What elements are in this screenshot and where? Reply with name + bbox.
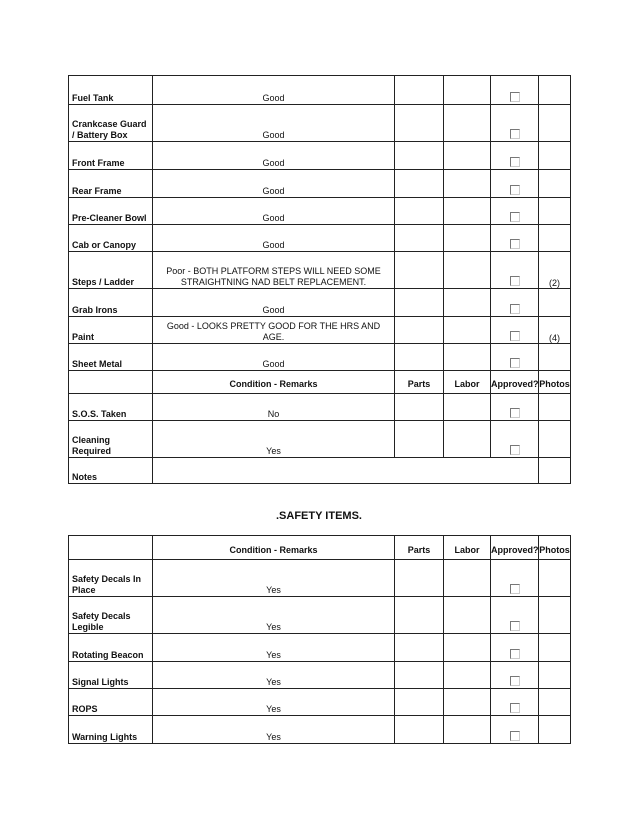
table-row — [69, 317, 571, 344]
item-label: Sheet Metal — [69, 344, 153, 371]
photos-cell — [539, 597, 571, 634]
item-label: ROPS — [69, 689, 153, 716]
table-row — [69, 662, 571, 689]
photos-cell — [539, 289, 571, 317]
condition-remarks: Yes — [153, 716, 395, 744]
photos-cell — [539, 198, 571, 225]
condition-remarks: Yes — [153, 689, 395, 716]
item-label: Pre-Cleaner Bowl — [69, 198, 153, 225]
labor-cell[interactable] — [444, 289, 491, 317]
item-label: Warning Lights — [69, 716, 153, 744]
parts-cell[interactable] — [395, 689, 444, 716]
photos-cell — [539, 634, 571, 662]
condition-remarks: Good — [153, 344, 395, 371]
table-row — [69, 716, 571, 744]
item-label: Signal Lights — [69, 662, 153, 689]
approved-checkbox-cell[interactable] — [491, 225, 539, 252]
photos-cell — [539, 142, 571, 170]
photos-cell — [539, 394, 571, 421]
labor-cell[interactable] — [444, 689, 491, 716]
table-row — [69, 344, 571, 371]
approved-checkbox-cell[interactable] — [491, 716, 539, 744]
parts-cell[interactable] — [395, 597, 444, 634]
approved-checkbox-cell[interactable] — [491, 689, 539, 716]
labor-cell[interactable] — [444, 170, 491, 198]
approved-checkbox-cell[interactable] — [491, 421, 539, 458]
checkbox[interactable] — [510, 157, 520, 167]
parts-cell[interactable] — [395, 394, 444, 421]
labor-cell[interactable] — [444, 252, 491, 289]
checkbox[interactable] — [510, 621, 520, 631]
photos-cell: (2) — [539, 252, 571, 289]
header-photos: Photos — [539, 536, 571, 560]
labor-cell[interactable] — [444, 662, 491, 689]
approved-checkbox-cell[interactable] — [491, 394, 539, 421]
table-row — [69, 76, 571, 105]
header-approved: Approved? — [491, 371, 539, 394]
labor-cell[interactable] — [444, 421, 491, 458]
condition-remarks: Good — [153, 170, 395, 198]
table-row — [69, 105, 571, 142]
parts-cell[interactable] — [395, 225, 444, 252]
table-row — [69, 421, 571, 458]
checkbox[interactable] — [510, 445, 520, 455]
header-blank — [69, 371, 153, 394]
labor-cell[interactable] — [444, 142, 491, 170]
approved-checkbox-cell[interactable] — [491, 289, 539, 317]
header-condition: Condition - Remarks — [153, 536, 395, 560]
condition-remarks: Good — [153, 289, 395, 317]
table-row — [69, 289, 571, 317]
labor-cell[interactable] — [444, 198, 491, 225]
labor-cell[interactable] — [444, 716, 491, 744]
checkbox[interactable] — [510, 676, 520, 686]
inspection-table — [68, 75, 571, 484]
checkbox[interactable] — [510, 304, 520, 314]
section-title-safety-items: .SAFETY ITEMS. — [276, 510, 362, 522]
checkbox[interactable] — [510, 185, 520, 195]
checkbox[interactable] — [510, 649, 520, 659]
approved-checkbox-cell[interactable] — [491, 105, 539, 142]
item-label: Cleaning Required — [69, 421, 153, 458]
approved-checkbox-cell[interactable] — [491, 76, 539, 105]
checkbox[interactable] — [510, 703, 520, 713]
condition-remarks: Good — [153, 76, 395, 105]
condition-remarks: Good — [153, 198, 395, 225]
header-parts: Parts — [395, 371, 444, 394]
notes-label: Notes — [69, 458, 153, 484]
parts-cell[interactable] — [395, 560, 444, 597]
table-row — [69, 170, 571, 198]
item-label: Front Frame — [69, 142, 153, 170]
column-header-row — [69, 536, 571, 560]
item-label: Paint — [69, 317, 153, 344]
header-parts: Parts — [395, 536, 444, 560]
parts-cell[interactable] — [395, 170, 444, 198]
approved-checkbox-cell[interactable] — [491, 560, 539, 597]
photos-cell — [539, 458, 571, 484]
checkbox[interactable] — [510, 276, 520, 286]
parts-cell[interactable] — [395, 105, 444, 142]
approved-checkbox-cell[interactable] — [491, 252, 539, 289]
checkbox[interactable] — [510, 239, 520, 249]
header-labor: Labor — [444, 536, 491, 560]
checkbox[interactable] — [510, 731, 520, 741]
condition-remarks: Good — [153, 105, 395, 142]
table-row — [69, 252, 571, 289]
condition-remarks: Yes — [153, 421, 395, 458]
condition-remarks: Good — [153, 225, 395, 252]
labor-cell[interactable] — [444, 394, 491, 421]
item-label: Crankcase Guard / Battery Box — [69, 105, 153, 142]
item-label: Grab Irons — [69, 289, 153, 317]
checkbox[interactable] — [510, 358, 520, 368]
photos-cell — [539, 225, 571, 252]
item-label: Rear Frame — [69, 170, 153, 198]
checkbox[interactable] — [510, 212, 520, 222]
approved-checkbox-cell[interactable] — [491, 597, 539, 634]
parts-cell[interactable] — [395, 252, 444, 289]
item-label: Safety Decals In Place — [69, 560, 153, 597]
item-label: Cab or Canopy — [69, 225, 153, 252]
labor-cell[interactable] — [444, 634, 491, 662]
labor-cell[interactable] — [444, 597, 491, 634]
photos-cell — [539, 716, 571, 744]
table-row — [69, 142, 571, 170]
header-labor: Labor — [444, 371, 491, 394]
table-row — [69, 689, 571, 716]
item-label: Safety Decals Legible — [69, 597, 153, 634]
labor-cell[interactable] — [444, 76, 491, 105]
photos-cell — [539, 170, 571, 198]
item-label: S.O.S. Taken — [69, 394, 153, 421]
photos-cell: (4) — [539, 317, 571, 344]
checkbox[interactable] — [510, 331, 520, 341]
approved-checkbox-cell[interactable] — [491, 142, 539, 170]
approved-checkbox-cell[interactable] — [491, 634, 539, 662]
item-label: Steps / Ladder — [69, 252, 153, 289]
condition-remarks: Good — [153, 142, 395, 170]
photos-cell — [539, 105, 571, 142]
parts-cell[interactable] — [395, 716, 444, 744]
table-row — [69, 560, 571, 597]
header-blank — [69, 536, 153, 560]
header-photos: Photos — [539, 371, 571, 394]
header-condition: Condition - Remarks — [153, 371, 395, 394]
table-row — [69, 394, 571, 421]
parts-cell[interactable] — [395, 421, 444, 458]
notes-row — [69, 458, 571, 484]
table-row — [69, 225, 571, 252]
approved-checkbox-cell[interactable] — [491, 198, 539, 225]
condition-remarks: Yes — [153, 597, 395, 634]
photos-cell — [539, 76, 571, 105]
parts-cell[interactable] — [395, 317, 444, 344]
condition-remarks: Yes — [153, 634, 395, 662]
approved-checkbox-cell[interactable] — [491, 317, 539, 344]
item-label: Rotating Beacon — [69, 634, 153, 662]
condition-remarks: Poor - BOTH PLATFORM STEPS WILL NEED SOME STRAIGHTNING NAD BELT REPLACEMENT. — [153, 252, 395, 289]
notes-field[interactable] — [153, 458, 539, 484]
labor-cell[interactable] — [444, 344, 491, 371]
condition-remarks: Yes — [153, 560, 395, 597]
labor-cell[interactable] — [444, 105, 491, 142]
condition-remarks: No — [153, 394, 395, 421]
labor-cell[interactable] — [444, 560, 491, 597]
photos-cell — [539, 344, 571, 371]
parts-cell[interactable] — [395, 634, 444, 662]
parts-cell[interactable] — [395, 198, 444, 225]
checkbox[interactable] — [510, 584, 520, 594]
photos-cell — [539, 560, 571, 597]
photos-cell — [539, 689, 571, 716]
table-row — [69, 634, 571, 662]
checkbox[interactable] — [510, 408, 520, 418]
checkbox[interactable] — [510, 129, 520, 139]
photos-cell — [539, 421, 571, 458]
safety-items-table — [68, 535, 571, 744]
approved-checkbox-cell[interactable] — [491, 344, 539, 371]
condition-remarks: Yes — [153, 662, 395, 689]
photos-cell — [539, 662, 571, 689]
approved-checkbox-cell[interactable] — [491, 170, 539, 198]
parts-cell[interactable] — [395, 662, 444, 689]
parts-cell[interactable] — [395, 76, 444, 105]
condition-remarks: Good - LOOKS PRETTY GOOD FOR THE HRS AND AGE. — [153, 317, 395, 344]
approved-checkbox-cell[interactable] — [491, 662, 539, 689]
header-approved: Approved? — [491, 536, 539, 560]
parts-cell[interactable] — [395, 289, 444, 317]
checkbox[interactable] — [510, 92, 520, 102]
table-row — [69, 198, 571, 225]
parts-cell[interactable] — [395, 344, 444, 371]
item-label: Fuel Tank — [69, 76, 153, 105]
parts-cell[interactable] — [395, 142, 444, 170]
column-header-row — [69, 371, 571, 394]
labor-cell[interactable] — [444, 225, 491, 252]
labor-cell[interactable] — [444, 317, 491, 344]
table-row — [69, 597, 571, 634]
